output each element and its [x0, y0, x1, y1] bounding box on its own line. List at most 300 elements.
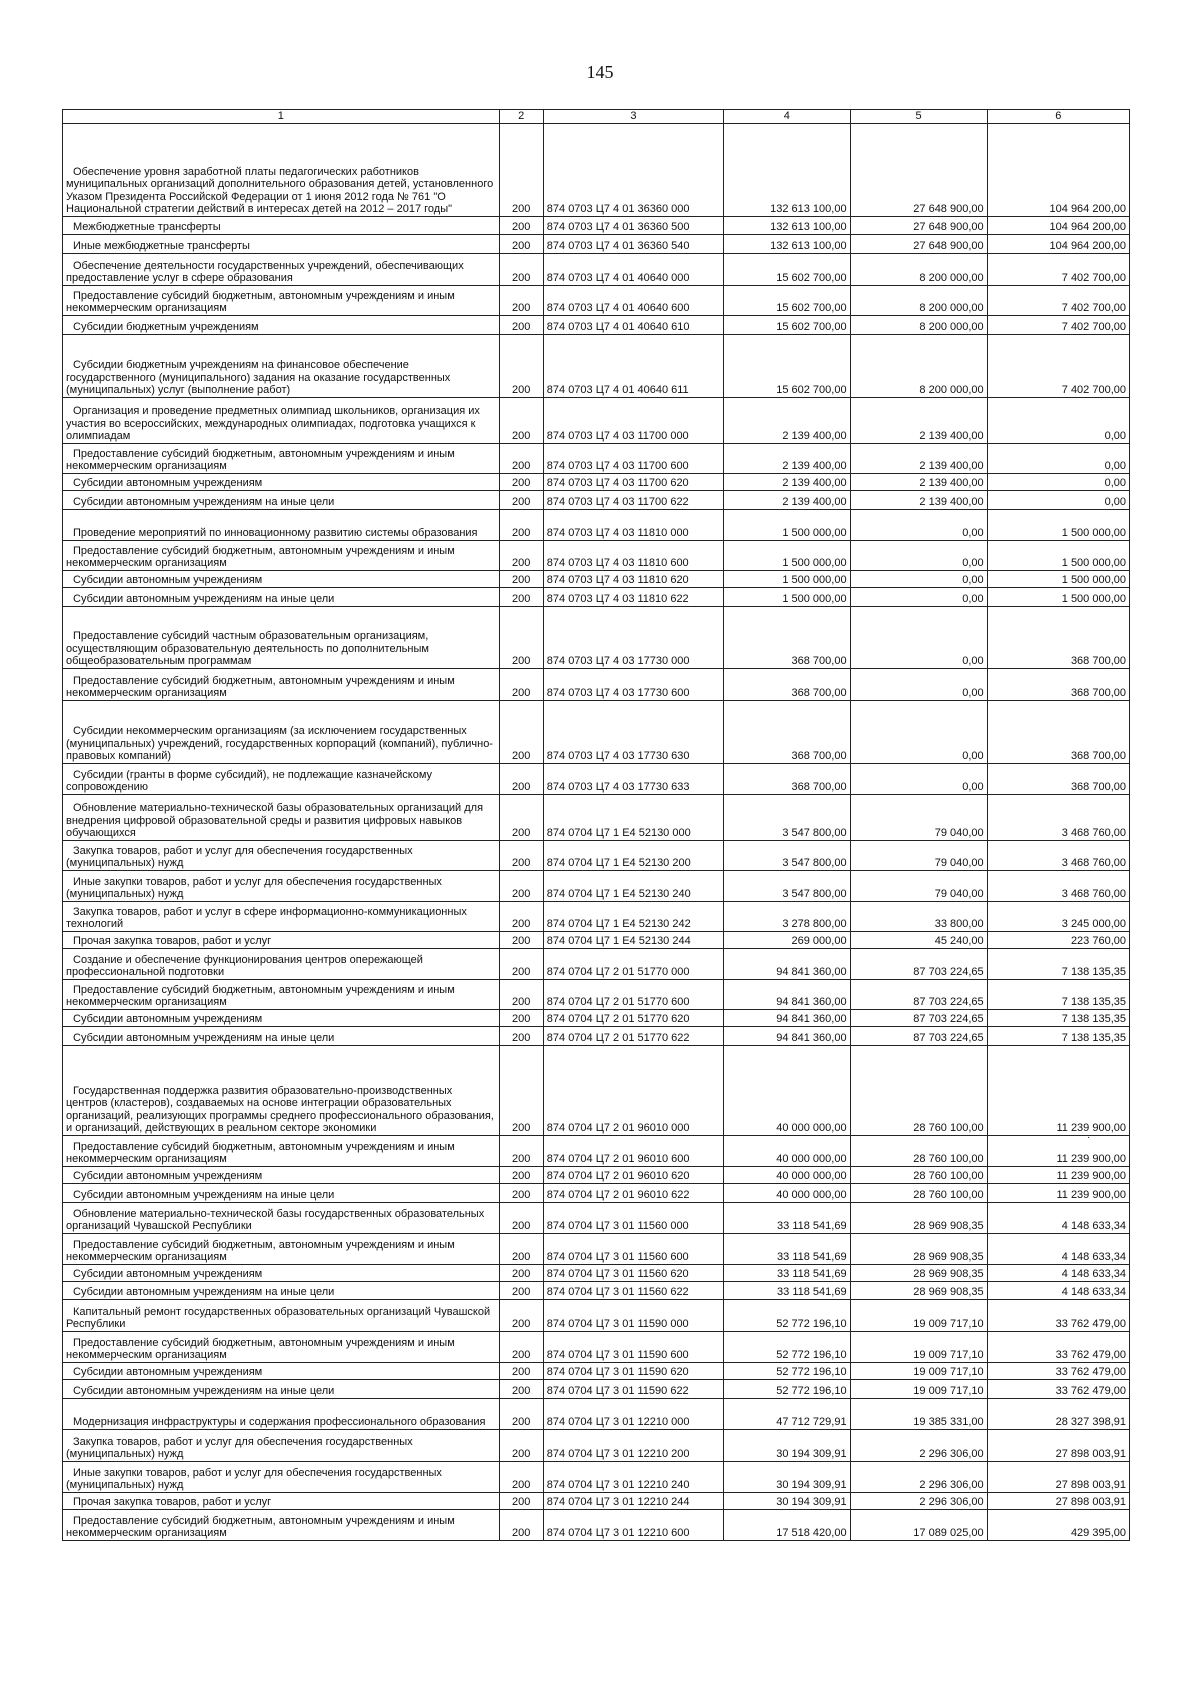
table-row [63, 1282, 1130, 1300]
classification-code-cell: 874 0703 Ц7 4 03 11700 622 [543, 491, 723, 510]
code-2-cell: 200 [499, 1462, 543, 1493]
budget-table [62, 109, 1130, 1541]
item-name-text: Иные закупки товаров, работ и услуг для обеспечения государственных (муниципальных) нужд [66, 875, 442, 901]
item-name-text: Государственная поддержка развития образовательно-производственных центров (кластеров), создаваемых на основе интеграции образовательных организаций, реализующих программы среднего профессионального образования, и организаций, действующих в реальном секторе экономики [66, 1084, 494, 1135]
table-row [63, 335, 1130, 398]
table-row [63, 235, 1130, 254]
amount-col6-cell: 7 402 700,00 [987, 254, 1129, 286]
amount-col4-cell: 33 118 541,69 [724, 1282, 851, 1300]
code-2-cell: 200 [499, 1136, 543, 1167]
item-name-text: Субсидии бюджетным учреждениям [73, 321, 259, 334]
item-name-text: Предоставление субсидий бюджетным, автономным учреждениям и иным некоммерческим организациям [66, 1238, 455, 1264]
item-name-text: Субсидии автономным учреждениям [73, 1268, 263, 1281]
item-name-cell [63, 1136, 500, 1167]
amount-col4-cell: 1 500 000,00 [724, 510, 851, 541]
item-name-cell [63, 1010, 500, 1027]
item-name-cell [63, 701, 500, 764]
amount-col6-cell: 7 138 135,35 [987, 1010, 1129, 1027]
amount-col5-cell: 79 040,00 [850, 841, 987, 871]
amount-col6-cell: 368 700,00 [987, 764, 1129, 795]
item-name-cell [63, 335, 500, 398]
table-row [63, 669, 1130, 701]
item-name-cell [63, 444, 500, 474]
amount-col4-cell: 52 772 196,10 [724, 1380, 851, 1399]
amount-col5-cell: 28 969 908,35 [850, 1265, 987, 1282]
amount-col4-cell: 2 139 400,00 [724, 398, 851, 444]
classification-code-cell: 874 0704 Ц7 2 01 96010 622 [543, 1184, 723, 1203]
item-name-cell [63, 1493, 500, 1510]
amount-col5-cell: 27 648 900,00 [850, 235, 987, 254]
table-row [63, 980, 1130, 1010]
amount-col4-cell: 94 841 360,00 [724, 980, 851, 1010]
amount-col5-cell: 19 385 331,00 [850, 1399, 987, 1430]
amount-col6-cell: 3 468 760,00 [987, 795, 1129, 841]
table-row [63, 1430, 1130, 1462]
amount-col6-cell: 7 138 135,35 [987, 980, 1129, 1010]
amount-col5-cell: 33 800,00 [850, 902, 987, 932]
classification-code-cell: 874 0704 Ц7 3 01 11560 000 [543, 1203, 723, 1234]
amount-col4-cell: 15 602 700,00 [724, 254, 851, 286]
amount-col5-cell: 8 200 000,00 [850, 254, 987, 286]
column-header-2: 2 [499, 110, 543, 124]
item-name-text: Организация и проведение предметных олимпиад школьников, организация их участия во всероссийских, международных олимпиадах, подготовка учащихся к олимпиадам [66, 405, 480, 443]
item-name-text: Предоставление субсидий бюджетным, автономным учреждениям и иным некоммерческим организациям [66, 544, 455, 570]
classification-code-cell: 874 0703 Ц7 4 01 36360 000 [543, 124, 723, 217]
amount-col5-cell: 28 760 100,00 [850, 1184, 987, 1203]
classification-code-cell: 874 0704 Ц7 3 01 11590 620 [543, 1363, 723, 1380]
code-2-cell: 200 [499, 1332, 543, 1363]
classification-code-cell: 874 0704 Ц7 3 01 12210 244 [543, 1493, 723, 1510]
classification-code-cell: 874 0704 Ц7 3 01 11590 600 [543, 1332, 723, 1363]
code-2-cell: 200 [499, 235, 543, 254]
amount-col6-cell: 4 148 633,34 [987, 1234, 1129, 1265]
item-name-cell [63, 980, 500, 1010]
code-2-cell: 200 [499, 1282, 543, 1300]
item-name-cell [63, 902, 500, 932]
classification-code-cell: 874 0703 Ц7 4 03 11810 000 [543, 510, 723, 541]
code-2-cell: 200 [499, 1027, 543, 1046]
classification-code-cell: 874 0704 Ц7 3 01 11560 622 [543, 1282, 723, 1300]
amount-col5-cell: 19 009 717,10 [850, 1332, 987, 1363]
page-number: 145 [586, 62, 614, 82]
amount-col5-cell: 19 009 717,10 [850, 1363, 987, 1380]
code-2-cell: 200 [499, 398, 543, 444]
item-name-cell [63, 795, 500, 841]
amount-col4-cell: 2 139 400,00 [724, 444, 851, 474]
amount-col4-cell: 1 500 000,00 [724, 571, 851, 588]
classification-code-cell: 874 0704 Ц7 3 01 11590 622 [543, 1380, 723, 1399]
amount-col4-cell: 132 613 100,00 [724, 235, 851, 254]
table-row [63, 1363, 1130, 1380]
code-2-cell: 200 [499, 1363, 543, 1380]
amount-col4-cell: 3 278 800,00 [724, 902, 851, 932]
item-name-cell [63, 541, 500, 571]
item-name-text: Субсидии бюджетным учреждениям на финансовое обеспечение государственного (муниципального) задания на оказание государственных (муниципальных) услуг (выполнение работ) [66, 359, 451, 397]
amount-col4-cell: 94 841 360,00 [724, 949, 851, 980]
amount-col6-cell: 368 700,00 [987, 701, 1129, 764]
item-name-cell [63, 1265, 500, 1282]
amount-col5-cell: 28 969 908,35 [850, 1234, 987, 1265]
classification-code-cell: 874 0703 Ц7 4 03 17730 000 [543, 607, 723, 669]
amount-col6-cell: 27 898 003,91 [987, 1430, 1129, 1462]
classification-code-cell: 874 0704 Ц7 3 01 12210 600 [543, 1510, 723, 1541]
code-2-cell: 200 [499, 1300, 543, 1332]
classification-code-cell: 874 0704 Ц7 2 01 96010 600 [543, 1136, 723, 1167]
item-name-cell [63, 1027, 500, 1046]
item-name-cell [63, 124, 500, 217]
code-2-cell: 200 [499, 1167, 543, 1184]
amount-col5-cell: 87 703 224,65 [850, 1027, 987, 1046]
classification-code-cell: 874 0704 Ц7 3 01 12210 200 [543, 1430, 723, 1462]
table-row [63, 254, 1130, 286]
item-name-text: Иные закупки товаров, работ и услуг для обеспечения государственных (муниципальных) нужд [66, 1466, 442, 1492]
amount-col5-cell: 2 296 306,00 [850, 1493, 987, 1510]
item-name-text: Закупка товаров, работ и услуг для обеспечения государственных (муниципальных) нужд [66, 1435, 413, 1461]
code-2-cell: 200 [499, 902, 543, 932]
amount-col5-cell: 2 139 400,00 [850, 444, 987, 474]
item-name-cell [63, 398, 500, 444]
code-2-cell: 200 [499, 932, 543, 949]
classification-code-cell: 874 0704 Ц7 3 01 11590 000 [543, 1300, 723, 1332]
classification-code-cell: 874 0704 Ц7 3 01 11560 600 [543, 1234, 723, 1265]
classification-code-cell: 874 0703 Ц7 4 01 40640 000 [543, 254, 723, 286]
amount-col6-cell: 4 148 633,34 [987, 1203, 1129, 1234]
amount-col5-cell: 0,00 [850, 571, 987, 588]
column-number-header [63, 110, 1130, 124]
table-row [63, 1046, 1130, 1136]
table-row [63, 1167, 1130, 1184]
amount-col5-cell: 79 040,00 [850, 795, 987, 841]
amount-col6-cell: 7 138 135,35 [987, 949, 1129, 980]
amount-col4-cell: 30 194 309,91 [724, 1462, 851, 1493]
amount-col5-cell: 0,00 [850, 669, 987, 701]
amount-col6-cell: 27 898 003,91 [987, 1493, 1129, 1510]
item-name-cell [63, 1462, 500, 1493]
amount-col5-cell: 2 139 400,00 [850, 474, 987, 491]
table-row [63, 607, 1130, 669]
column-header-1: 1 [63, 110, 500, 124]
item-name-cell [63, 949, 500, 980]
amount-col5-cell: 0,00 [850, 541, 987, 571]
table-row [63, 1027, 1130, 1046]
table-row [63, 286, 1130, 316]
code-2-cell: 200 [499, 949, 543, 980]
amount-col5-cell: 2 296 306,00 [850, 1430, 987, 1462]
classification-code-cell: 874 0704 Ц7 2 01 51770 600 [543, 980, 723, 1010]
classification-code-cell: 874 0703 Ц7 4 03 11700 600 [543, 444, 723, 474]
amount-col4-cell: 2 139 400,00 [724, 491, 851, 510]
classification-code-cell: 874 0703 Ц7 4 01 40640 611 [543, 335, 723, 398]
item-name-text: Субсидии автономным учреждениям [73, 1366, 263, 1379]
amount-col5-cell: 27 648 900,00 [850, 217, 987, 235]
table-row [63, 1265, 1130, 1282]
amount-col5-cell: 0,00 [850, 607, 987, 669]
amount-col4-cell: 94 841 360,00 [724, 1010, 851, 1027]
amount-col4-cell: 52 772 196,10 [724, 1300, 851, 1332]
amount-col6-cell: 11 239 900,00 [987, 1046, 1129, 1136]
code-2-cell: 200 [499, 1510, 543, 1541]
code-2-cell: 200 [499, 444, 543, 474]
code-2-cell: 200 [499, 474, 543, 491]
amount-col5-cell: 19 009 717,10 [850, 1380, 987, 1399]
column-header-3: 3 [543, 110, 723, 124]
classification-code-cell: 874 0703 Ц7 4 03 17730 600 [543, 669, 723, 701]
code-2-cell: 200 [499, 1010, 543, 1027]
code-2-cell: 200 [499, 254, 543, 286]
amount-col5-cell: 2 139 400,00 [850, 398, 987, 444]
table-row [63, 1510, 1130, 1541]
amount-col4-cell: 40 000 000,00 [724, 1046, 851, 1136]
item-name-text: Предоставление субсидий бюджетным, автономным учреждениям и иным некоммерческим организациям [66, 1514, 455, 1540]
amount-col6-cell: 0,00 [987, 398, 1129, 444]
code-2-cell: 200 [499, 1046, 543, 1136]
item-name-cell [63, 1282, 500, 1300]
table-row [63, 474, 1130, 491]
table-row [63, 1380, 1130, 1399]
table-row [63, 491, 1130, 510]
amount-col4-cell: 1 500 000,00 [724, 588, 851, 607]
amount-col6-cell: 7 402 700,00 [987, 316, 1129, 335]
item-name-text: Предоставление субсидий бюджетным, автономным учреждениям и иным некоммерческим организациям [66, 674, 455, 700]
amount-col4-cell: 17 518 420,00 [724, 1510, 851, 1541]
amount-col6-cell: 368 700,00 [987, 607, 1129, 669]
item-name-cell [63, 1203, 500, 1234]
code-2-cell: 200 [499, 1380, 543, 1399]
amount-col6-cell: 11 239 900,00 [987, 1136, 1129, 1167]
code-2-cell: 200 [499, 871, 543, 902]
item-name-cell [63, 841, 500, 871]
amount-col6-cell: 4 148 633,34 [987, 1265, 1129, 1282]
amount-col4-cell: 368 700,00 [724, 607, 851, 669]
amount-col4-cell: 3 547 800,00 [724, 871, 851, 902]
code-2-cell: 200 [499, 795, 543, 841]
amount-col6-cell: 223 760,00 [987, 932, 1129, 949]
table-row [63, 1136, 1130, 1167]
table-row [63, 124, 1130, 217]
amount-col5-cell: 87 703 224,65 [850, 980, 987, 1010]
amount-col4-cell: 33 118 541,69 [724, 1265, 851, 1282]
amount-col6-cell: 104 964 200,00 [987, 217, 1129, 235]
amount-col6-cell: 429 395,00 [987, 1510, 1129, 1541]
classification-code-cell: 874 0704 Ц7 2 01 96010 000 [543, 1046, 723, 1136]
table-row [63, 1184, 1130, 1203]
item-name-text: Закупка товаров, работ и услуг для обеспечения государственных (муниципальных) нужд [66, 844, 413, 870]
item-name-cell [63, 871, 500, 902]
margin-mark: · [1087, 1132, 1091, 1143]
table-row [63, 1399, 1130, 1430]
classification-code-cell: 874 0704 Ц7 2 01 51770 000 [543, 949, 723, 980]
amount-col5-cell: 87 703 224,65 [850, 1010, 987, 1027]
table-row [63, 795, 1130, 841]
code-2-cell: 200 [499, 1430, 543, 1462]
amount-col5-cell: 0,00 [850, 588, 987, 607]
classification-code-cell: 874 0703 Ц7 4 01 36360 540 [543, 235, 723, 254]
item-name-text: Предоставление субсидий бюджетным, автономным учреждениям и иным некоммерческим организациям [66, 1140, 455, 1166]
code-2-cell: 200 [499, 541, 543, 571]
code-2-cell: 200 [499, 764, 543, 795]
amount-col6-cell: 368 700,00 [987, 669, 1129, 701]
amount-col4-cell: 368 700,00 [724, 701, 851, 764]
amount-col5-cell: 28 969 908,35 [850, 1282, 987, 1300]
item-name-cell [63, 764, 500, 795]
item-name-cell [63, 316, 500, 335]
amount-col6-cell: 28 327 398,91 [987, 1399, 1129, 1430]
table-body [63, 124, 1130, 1541]
table-row [63, 1010, 1130, 1027]
amount-col4-cell: 2 139 400,00 [724, 474, 851, 491]
amount-col6-cell: 11 239 900,00 [987, 1167, 1129, 1184]
table-row [63, 764, 1130, 795]
classification-code-cell: 874 0703 Ц7 4 03 11810 622 [543, 588, 723, 607]
amount-col6-cell: 1 500 000,00 [987, 588, 1129, 607]
item-name-cell [63, 510, 500, 541]
amount-col4-cell: 3 547 800,00 [724, 795, 851, 841]
item-name-text: Субсидии автономным учреждениям [73, 1013, 263, 1026]
code-2-cell: 200 [499, 286, 543, 316]
amount-col5-cell: 0,00 [850, 701, 987, 764]
amount-col4-cell: 40 000 000,00 [724, 1184, 851, 1203]
item-name-cell [63, 932, 500, 949]
amount-col6-cell: 11 239 900,00 [987, 1184, 1129, 1203]
item-name-cell [63, 286, 500, 316]
amount-col5-cell: 0,00 [850, 764, 987, 795]
classification-code-cell: 874 0704 Ц7 1 E4 52130 242 [543, 902, 723, 932]
classification-code-cell: 874 0703 Ц7 4 01 40640 600 [543, 286, 723, 316]
item-name-text: Субсидии автономным учреждениям [73, 1170, 263, 1183]
table-row [63, 701, 1130, 764]
amount-col4-cell: 40 000 000,00 [724, 1136, 851, 1167]
code-2-cell: 200 [499, 316, 543, 335]
classification-code-cell: 874 0703 Ц7 4 01 40640 610 [543, 316, 723, 335]
amount-col4-cell: 15 602 700,00 [724, 286, 851, 316]
item-name-text: Субсидии (гранты в форме субсидий), не подлежащие казначейскому сопровождению [66, 768, 433, 794]
item-name-cell [63, 571, 500, 588]
classification-code-cell: 874 0703 Ц7 4 03 11700 620 [543, 474, 723, 491]
amount-col6-cell: 33 762 479,00 [987, 1332, 1129, 1363]
item-name-text: Субсидии автономным учреждениям на иные цели [73, 1385, 335, 1398]
code-2-cell: 200 [499, 1203, 543, 1234]
item-name-text: Обеспечение уровня заработной платы педагогических работников муниципальных организаций дополнительного образования детей, установленного Указом Президента Российской Федерации от 1 июня 2012 года № 761 "О Национальной стратегии действий в интересах детей на 2012 – 2017 годы" [66, 165, 494, 216]
amount-col5-cell: 45 240,00 [850, 932, 987, 949]
code-2-cell: 200 [499, 607, 543, 669]
table-row [63, 1462, 1130, 1493]
item-name-text: Создание и обеспечение функционирования центров опережающей профессиональной подготовки [66, 953, 423, 979]
code-2-cell: 200 [499, 217, 543, 235]
amount-col4-cell: 132 613 100,00 [724, 217, 851, 235]
amount-col4-cell: 3 547 800,00 [724, 841, 851, 871]
classification-code-cell: 874 0704 Ц7 3 01 11560 620 [543, 1265, 723, 1282]
amount-col5-cell: 0,00 [850, 510, 987, 541]
table-row [63, 932, 1130, 949]
amount-col6-cell: 33 762 479,00 [987, 1363, 1129, 1380]
amount-col4-cell: 52 772 196,10 [724, 1332, 851, 1363]
amount-col5-cell: 87 703 224,65 [850, 949, 987, 980]
table-row [63, 1332, 1130, 1363]
amount-col4-cell: 33 118 541,69 [724, 1234, 851, 1265]
amount-col5-cell: 8 200 000,00 [850, 335, 987, 398]
amount-col4-cell: 368 700,00 [724, 669, 851, 701]
amount-col4-cell: 269 000,00 [724, 932, 851, 949]
column-header-4: 4 [724, 110, 851, 124]
classification-code-cell: 874 0704 Ц7 3 01 12210 000 [543, 1399, 723, 1430]
item-name-text: Предоставление субсидий бюджетным, автономным учреждениям и иным некоммерческим организациям [66, 1336, 455, 1362]
code-2-cell: 200 [499, 124, 543, 217]
classification-code-cell: 874 0704 Ц7 1 E4 52130 244 [543, 932, 723, 949]
amount-col5-cell: 79 040,00 [850, 871, 987, 902]
code-2-cell: 200 [499, 510, 543, 541]
amount-col4-cell: 47 712 729,91 [724, 1399, 851, 1430]
item-name-text: Субсидии автономным учреждениям на иные цели [73, 496, 335, 509]
classification-code-cell: 874 0703 Ц7 4 03 11810 620 [543, 571, 723, 588]
amount-col4-cell: 30 194 309,91 [724, 1430, 851, 1462]
amount-col5-cell: 28 760 100,00 [850, 1046, 987, 1136]
amount-col6-cell: 104 964 200,00 [987, 235, 1129, 254]
code-2-cell: 200 [499, 1265, 543, 1282]
amount-col6-cell: 0,00 [987, 491, 1129, 510]
amount-col5-cell: 17 089 025,00 [850, 1510, 987, 1541]
column-header-6: 6 [987, 110, 1129, 124]
amount-col6-cell: 3 468 760,00 [987, 871, 1129, 902]
column-header-5: 5 [850, 110, 987, 124]
item-name-cell [63, 1300, 500, 1332]
amount-col6-cell: 1 500 000,00 [987, 541, 1129, 571]
classification-code-cell: 874 0704 Ц7 1 E4 52130 000 [543, 795, 723, 841]
amount-col4-cell: 15 602 700,00 [724, 316, 851, 335]
amount-col4-cell: 30 194 309,91 [724, 1493, 851, 1510]
amount-col6-cell: 7 402 700,00 [987, 286, 1129, 316]
item-name-text: Прочая закупка товаров, работ и услуг [73, 935, 272, 948]
code-2-cell: 200 [499, 335, 543, 398]
amount-col5-cell: 28 760 100,00 [850, 1136, 987, 1167]
classification-code-cell: 874 0703 Ц7 4 03 17730 633 [543, 764, 723, 795]
item-name-text: Предоставление субсидий частным образовательным организациям, осуществляющим образовательную деятельность по дополнительным общеобразовательным программам [66, 630, 429, 668]
amount-col6-cell: 33 762 479,00 [987, 1380, 1129, 1399]
classification-code-cell: 874 0703 Ц7 4 01 36360 500 [543, 217, 723, 235]
code-2-cell: 200 [499, 491, 543, 510]
amount-col4-cell: 40 000 000,00 [724, 1167, 851, 1184]
item-name-cell [63, 1332, 500, 1363]
amount-col5-cell: 28 760 100,00 [850, 1167, 987, 1184]
item-name-cell [63, 1380, 500, 1399]
item-name-text: Предоставление субсидий бюджетным, автономным учреждениям и иным некоммерческим организациям [66, 983, 455, 1009]
amount-col4-cell: 368 700,00 [724, 764, 851, 795]
amount-col4-cell: 94 841 360,00 [724, 1027, 851, 1046]
item-name-text: Обновление материально-технической базы образовательных организаций для внедрения цифровой образовательной среды и развития цифровых навыков обучающихся [66, 802, 484, 840]
amount-col6-cell: 33 762 479,00 [987, 1300, 1129, 1332]
item-name-cell [63, 1430, 500, 1462]
code-2-cell: 200 [499, 669, 543, 701]
item-name-text: Модернизация инфраструктуры и содержания профессионального образования [73, 1416, 486, 1429]
table-row [63, 1493, 1130, 1510]
table-row [63, 541, 1130, 571]
table-row [63, 217, 1130, 235]
amount-col6-cell: 3 245 000,00 [987, 902, 1129, 932]
item-name-cell [63, 217, 500, 235]
item-name-cell [63, 1363, 500, 1380]
code-2-cell: 200 [499, 701, 543, 764]
amount-col5-cell: 27 648 900,00 [850, 124, 987, 217]
item-name-text: Иные межбюджетные трансферты [73, 240, 250, 253]
code-2-cell: 200 [499, 1493, 543, 1510]
amount-col4-cell: 132 613 100,00 [724, 124, 851, 217]
item-name-text: Субсидии автономным учреждениям на иные цели [73, 1189, 335, 1202]
amount-col6-cell: 1 500 000,00 [987, 510, 1129, 541]
item-name-text: Закупка товаров, работ и услуг в сфере информационно-коммуникационных технологий [66, 905, 467, 931]
classification-code-cell: 874 0703 Ц7 4 03 11700 000 [543, 398, 723, 444]
amount-col6-cell: 3 468 760,00 [987, 841, 1129, 871]
amount-col5-cell: 19 009 717,10 [850, 1300, 987, 1332]
item-name-text: Обновление материально-технической базы государственных образовательных организаций Чувашской Республики [66, 1207, 485, 1233]
